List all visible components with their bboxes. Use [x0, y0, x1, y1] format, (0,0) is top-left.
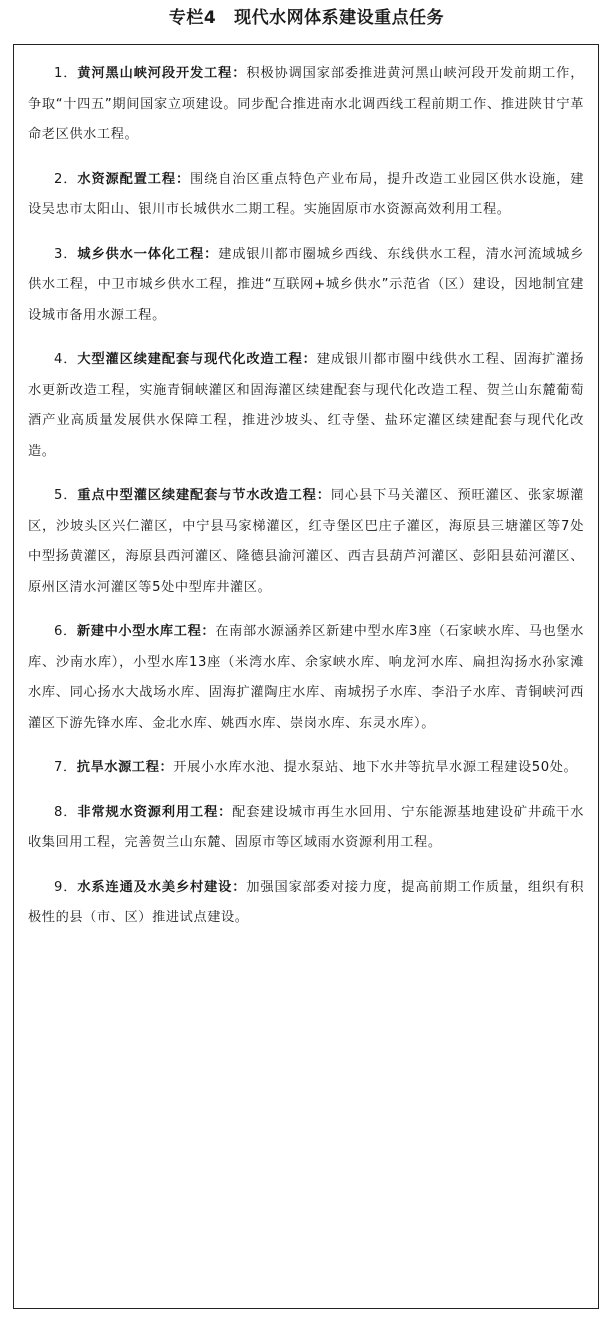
task-body: 在南部水源涵养区新建中型水库3座（石家峡水库、马也堡水库、沙南水库），小型水库13座（米湾水库、余家峡水库、响龙河水库、扁担沟扬水孙家滩水库、同心扬水大战场水库、固海扩灌陶庄水库、南城拐子水库、李沿子水库、青铜峡河西灌区下游先锋水库、金北水库、姚西水库、崇岗水库、东灵水库）。: [28, 624, 585, 731]
task-item-6: [28, 617, 584, 739]
task-heading: 重点中型灌区续建配套与节水改造工程：: [77, 488, 331, 503]
task-body: 建成银川都市圈城乡西线、东线供水工程，清水河流域城乡供水工程，中卫市城乡供水工程，推进“互联网+城乡供水”示范省（区）建设，因地制宜建设城市备用水源工程。: [28, 246, 584, 323]
task-heading: 新建中小型水库工程：: [76, 624, 216, 639]
task-number: 8．: [54, 804, 78, 820]
task-list-box: [13, 44, 599, 1309]
task-heading: 抗旱水源工程：: [76, 760, 174, 775]
task-body: 开展小水库水池、提水泵站、地下水井等抗旱水源工程建设50处。: [173, 760, 578, 775]
task-item-4: [28, 345, 584, 467]
task-body: 同心县下马关灌区、预旺灌区、张家塬灌区，沙坡头区兴仁灌区，中宁县马家梯灌区，红寺堡区巴庄子灌区，海原县三塘灌区等7处中型扬黄灌区，海原县西河灌区、隆德县渝河灌区、西吉县葫芦河灌区、彭阳县茹河灌区、原州区清水河灌区等5处中型库井灌区。: [28, 488, 584, 595]
task-number: 2．: [54, 171, 78, 187]
task-item-3: [28, 240, 584, 332]
task-heading: 城乡供水一体化工程：: [77, 246, 219, 262]
task-number: 6．: [54, 624, 77, 639]
task-item-7: [28, 753, 584, 784]
task-number: 3．: [54, 246, 78, 262]
task-heading: 水资源配置工程：: [77, 171, 191, 187]
task-heading: 水系连通及水美乡村建设：: [77, 879, 247, 895]
task-heading: 黄河黑山峡河段开发工程：: [77, 66, 247, 81]
task-body: 围绕自治区重点特色产业布局，提升改造工业园区供水设施，建设吴忠市太阳山、银川市长城供水二期工程。实施固原市水资源高效利用工程。: [28, 171, 584, 217]
task-item-5: [28, 481, 584, 603]
task-item-8: [28, 798, 584, 859]
task-body: 建成银川都市圈中线供水工程、固海扩灌扬水更新改造工程，实施青铜峡灌区和固海灌区续建配套与现代化改造工程、贺兰山东麓葡萄酒产业高质量发展供水保障工程，推进沙坡头、红寺堡、盐环定灌区续建配套与现代化改造。: [28, 352, 585, 459]
task-body: 配套建设城市再生水回用、宁东能源基地建设矿井疏干水收集回用工程，完善贺兰山东麓、固原市等区域雨水资源利用工程。: [28, 804, 584, 850]
task-number: 7．: [54, 760, 77, 775]
page-title: [0, 6, 613, 30]
task-body: 加强国家部委对接力度，提高前期工作质量，组织有积极性的县（市、区）推进试点建设。: [28, 879, 585, 925]
task-heading: 大型灌区续建配套与现代化改造工程：: [77, 352, 317, 367]
task-number: 5．: [54, 488, 78, 503]
task-item-1: [28, 59, 584, 151]
task-body: 积极协调国家部委推进黄河黑山峡河段开发前期工作，争取“十四五”期间国家立项建设。同步配合推进南水北调西线工程前期工作、推进陕甘宁革命老区供水工程。: [28, 66, 585, 142]
task-number: 1．: [54, 66, 78, 81]
task-item-9: [28, 873, 584, 934]
task-number: 4．: [54, 352, 78, 367]
column-title: 现代水网体系建设重点任务: [234, 8, 445, 28]
column-label: 专栏4: [168, 8, 217, 28]
task-number: 9．: [54, 879, 78, 895]
task-item-2: [28, 165, 584, 226]
task-heading: 非常规水资源利用工程：: [77, 804, 233, 820]
